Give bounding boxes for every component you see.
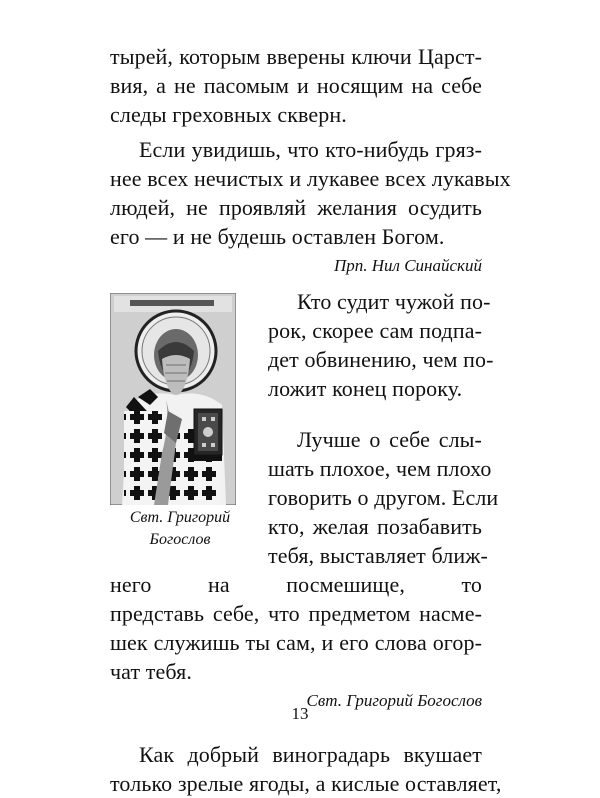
text-line: следы греховных скверн. bbox=[110, 102, 347, 127]
text-line: Лучше о себе слы- bbox=[297, 427, 482, 452]
text-line: только зрелые ягоды, а кислые оставляет, bbox=[110, 771, 502, 796]
passage-1 bbox=[110, 42, 482, 129]
text-line: тырей, которым вверены ключи Царст- bbox=[110, 44, 482, 69]
saint-icon-image bbox=[110, 293, 236, 505]
text-column bbox=[110, 42, 511, 798]
icon-caption bbox=[110, 507, 250, 551]
text-line: Как добрый виноградарь вкушает bbox=[139, 742, 482, 767]
text-line: шать плохое, чем плохо bbox=[268, 456, 492, 481]
caption-line: Богослов bbox=[149, 531, 211, 548]
text-line: людей, не проявляй желания осудить bbox=[110, 195, 482, 220]
text-line: чат тебя. bbox=[110, 659, 192, 684]
passage-5 bbox=[110, 740, 502, 798]
text-line: кто, желая позабавить bbox=[268, 514, 482, 539]
text-line: дет обвинению, чем по- bbox=[268, 347, 494, 372]
text-line: Если увидишь, что кто-нибудь гряз- bbox=[139, 137, 482, 162]
text-line: рок, скорее сам подпа- bbox=[268, 318, 482, 343]
caption-line: Свт. Григорий bbox=[129, 509, 231, 526]
text-line: нее всех нечистых и лукавее всех лукавых bbox=[110, 166, 511, 191]
passage-2 bbox=[110, 135, 511, 277]
attribution-gregory-theologian: Свт. Григорий Богослов bbox=[306, 691, 482, 710]
passage-4-full bbox=[110, 599, 482, 712]
text-line: Кто судит чужой по- bbox=[297, 289, 491, 314]
attribution-nil-sinaisky: Прп. Нил Синайский bbox=[334, 256, 482, 275]
text-line: представь себе, что предметом насме- bbox=[110, 601, 482, 626]
text-line: тебя, выставляет ближ- bbox=[268, 543, 488, 568]
icon-figure bbox=[110, 293, 258, 551]
text-line: вия, а не пасомым и носящим на себе bbox=[110, 73, 482, 98]
text-line: шек служишь ты сам, и его слова огор- bbox=[110, 630, 482, 655]
text-line: ложит конец пороку. bbox=[268, 376, 463, 401]
text-line: него на посмешище, то bbox=[110, 572, 482, 597]
text-line: говорить о другом. Если bbox=[268, 485, 499, 510]
page-number: 13 bbox=[291, 704, 309, 723]
saint-gregory-icon bbox=[110, 293, 236, 505]
text-line: его — и не будешь оставлен Богом. bbox=[110, 224, 445, 249]
